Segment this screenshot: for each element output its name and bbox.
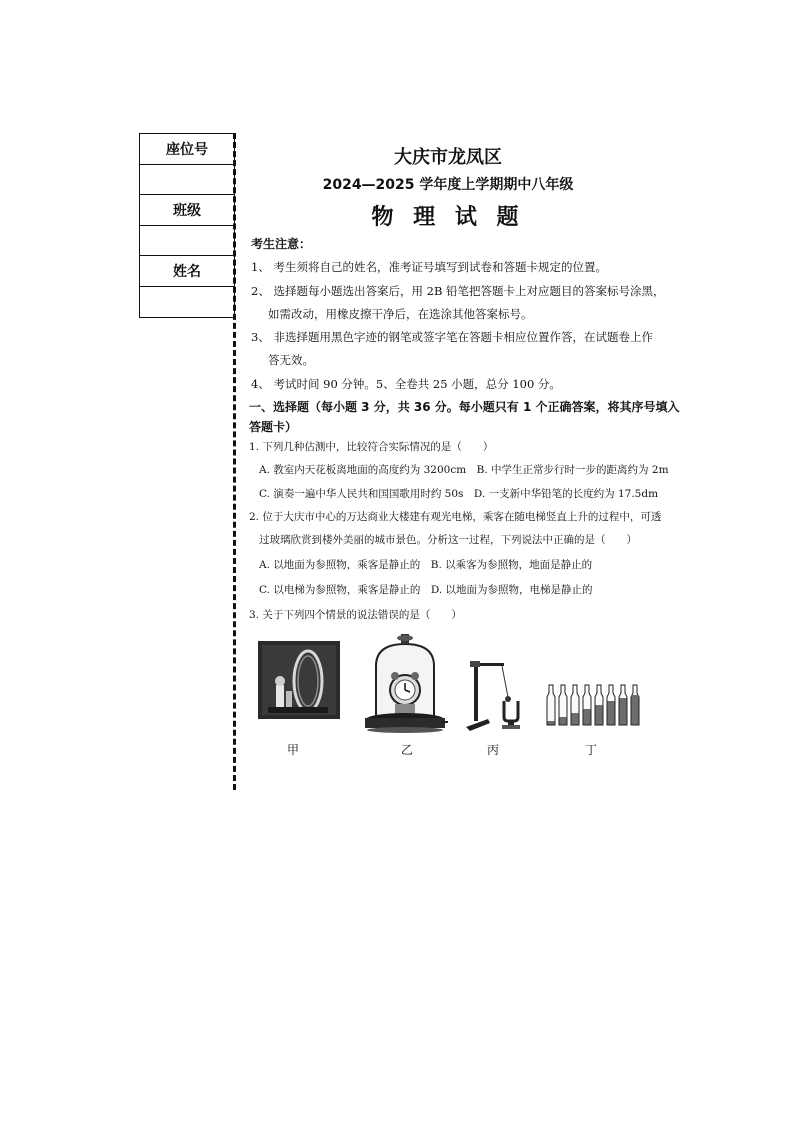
figure-yi-image (362, 632, 448, 734)
figure-ding-caption: 丁 (585, 743, 598, 757)
q2-stem-a: 2. 位于大庆市中心的万达商业大楼建有观光电梯，乘客在随电梯竖直上升的过程中，可透 (249, 511, 662, 523)
class-field[interactable] (140, 226, 234, 257)
q1-options-row-2: C. 演奏一遍中华人民共和国国歌用时约 50s D. 一支新中华铅笔的长度约为 17.5dm (259, 488, 659, 500)
subject-title: 物 理 试 题 (371, 205, 525, 230)
q1-options-row-1: A. 教室内天花板离地面的高度约为 3200cm B. 中学生正常步行时一步的距离约为 2m (259, 464, 669, 476)
section-1-heading-b: 答题卡） (249, 420, 298, 434)
figure-bing-image (464, 657, 528, 731)
notice-item-2b: 如需改动，用橡皮擦干净后，在选涂其他答案标号。 (268, 307, 533, 321)
class-label: 班级 (140, 195, 234, 226)
notice-item-1: 1、 考生须将自己的姓名，准考证号填写到试卷和答题卡规定的位置。 (251, 260, 607, 274)
notice-item-4: 4、 考试时间 90 分钟。5、全卷共 25 小题，总分 100 分。 (251, 377, 561, 391)
section-1-heading-a: 一、选择题（每小题 3 分，共 36 分。每小题只有 1 个正确答案，将其序号填入 (249, 400, 680, 414)
seat-number-field[interactable] (140, 165, 234, 196)
q2-stem-b: 过玻璃欣赏到楼外美丽的城市景色。分析这一过程，下列说法中正确的是（ ） (259, 534, 637, 546)
q1-stem: 1. 下列几种估测中，比较符合实际情况的是（ ） (249, 441, 494, 453)
student-info-table (139, 133, 235, 318)
q3-stem: 3. 关于下列四个情景的说法错误的是（ ） (249, 609, 462, 621)
q2-options-row-1: A. 以地面为参照物，乘客是静止的 B. 以乘客为参照物，地面是静止的 (259, 559, 593, 571)
q2-options-row-2: C. 以电梯为参照物，乘客是静止的 D. 以地面为参照物，电梯是静止的 (259, 584, 593, 596)
seat-number-label: 座位号 (140, 134, 234, 165)
district-title: 大庆市龙凤区 (394, 147, 502, 168)
figure-jia-caption: 甲 (287, 743, 300, 757)
name-field[interactable] (140, 287, 234, 318)
figure-jia-image (258, 641, 340, 719)
figure-yi-caption: 乙 (401, 743, 414, 757)
binding-dashed-line (233, 133, 236, 790)
notice-item-2a: 2、 选择题每小题选出答案后，用 2B 铅笔把答题卡上对应题目的答案标号涂黑， (251, 284, 665, 298)
figure-ding-image (545, 681, 641, 727)
name-label: 姓名 (140, 256, 234, 287)
term-title: 2024—2025 学年度上学期期中八年级 (322, 177, 574, 193)
notice-heading: 考生注意： (251, 237, 312, 251)
notice-item-3a: 3、 非选择题用黑色字迹的钢笔或签字笔在答题卡相应位置作答，在试题卷上作 (251, 330, 653, 344)
notice-item-3b: 答无效。 (268, 353, 314, 367)
figure-bing-caption: 丙 (487, 743, 500, 757)
